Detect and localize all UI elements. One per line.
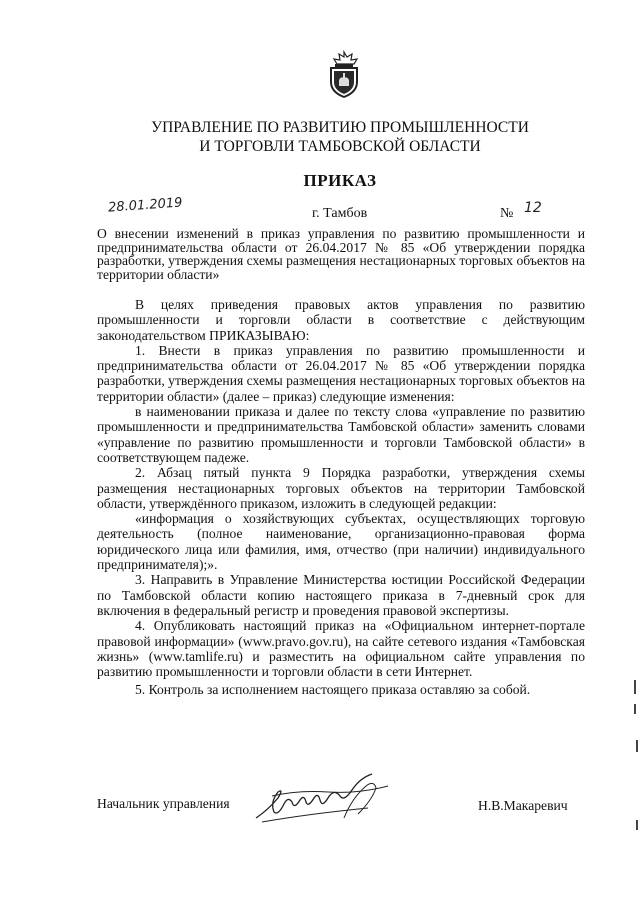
item-4-paragraph: 4. Опубликовать настоящий приказ на «Официальном интернет-портале правовой информации» (www.pravo.gov.ru), на сайте сетевого издания «Тамбовская жизнь» (www.tamlife.ru) и разместить на официальном сайте управления по развитию промышленности и торговли области в сети Интернет. <box>97 618 585 680</box>
coat-of-arms-emblem <box>324 50 364 100</box>
city-label: г. Тамбов <box>312 206 368 221</box>
scan-edge-mark <box>636 820 638 830</box>
item-5-paragraph: 5. Контроль за исполнением настоящего приказа оставляю за собой. <box>135 682 531 698</box>
handwritten-number: 12 <box>524 200 542 216</box>
item-3-paragraph: 3. Направить в Управление Министерства юстиции Российской Федерации по Тамбовской области копию настоящего приказа в 7-дневный срок для включения в федеральный регистр и проведения правовой экспертизы. <box>97 572 585 618</box>
scan-edge-mark <box>636 740 638 752</box>
order-subject: О внесении изменений в приказ управления по развитию промышленности и предпринимательства области от 26.04.2017 № 85 «Об утверждении порядка разработки, утверждения схемы размещения нестационарных торговых объектов на территории области» <box>97 226 586 282</box>
item-2-quote-paragraph: «информация о хозяйствующих субъектах, осуществляющих торговую деятельность (полное наименование, организационно-правовая форма юридического лица или фамилия, имя, отчество (при наличии) индивидуального предпринимателя);». <box>97 511 585 573</box>
number-label: № <box>500 206 514 221</box>
signatory-title: Начальник управления <box>97 796 230 811</box>
scan-edge-mark <box>634 704 636 714</box>
item-1-change-paragraph: в наименовании приказа и далее по тексту слова «управление по развитию промышленности и предпринимательства Тамбовской области» заменить словами «управление по развитию промышленности и торговли Тамбовской области» в соответствующем падеже. <box>97 404 585 465</box>
item-1-paragraph: 1. Внести в приказ управления по развитию промышленности и предпринимательства области от 26.04.2017 № 85 «Об утверждении порядка разработки, утверждения схемы размещения нестационарных торговых объектов на территории области» (далее – приказ) следующие изменения: <box>97 342 586 404</box>
item-2-paragraph: 2. Абзац пятый пункта 9 Порядка разработки, утверждения схемы размещения нестационарных торговых объектов на территории Тамбовской области, утверждённого приказом, изложить в следующей редакции: <box>97 465 585 511</box>
signatory-name: Н.В.Макаревич <box>478 798 568 813</box>
handwritten-signature <box>248 768 396 830</box>
preamble-paragraph: В целях приведения правовых актов управления по развитию промышленности и торговли области в соответствие с действующим законодательством ПРИКАЗЫВАЮ: <box>97 297 585 343</box>
order-body <box>97 297 585 698</box>
handwritten-date: 28.01.2019 <box>107 195 183 216</box>
agency-name-line2: И ТОРГОВЛИ ТАМБОВСКОЙ ОБЛАСТИ <box>199 138 481 155</box>
scan-edge-mark <box>634 680 636 694</box>
document-type-title: ПРИКАЗ <box>303 171 377 190</box>
agency-name-line1: УПРАВЛЕНИЕ ПО РАЗВИТИЮ ПРОМЫШЛЕННОСТИ <box>151 119 529 136</box>
